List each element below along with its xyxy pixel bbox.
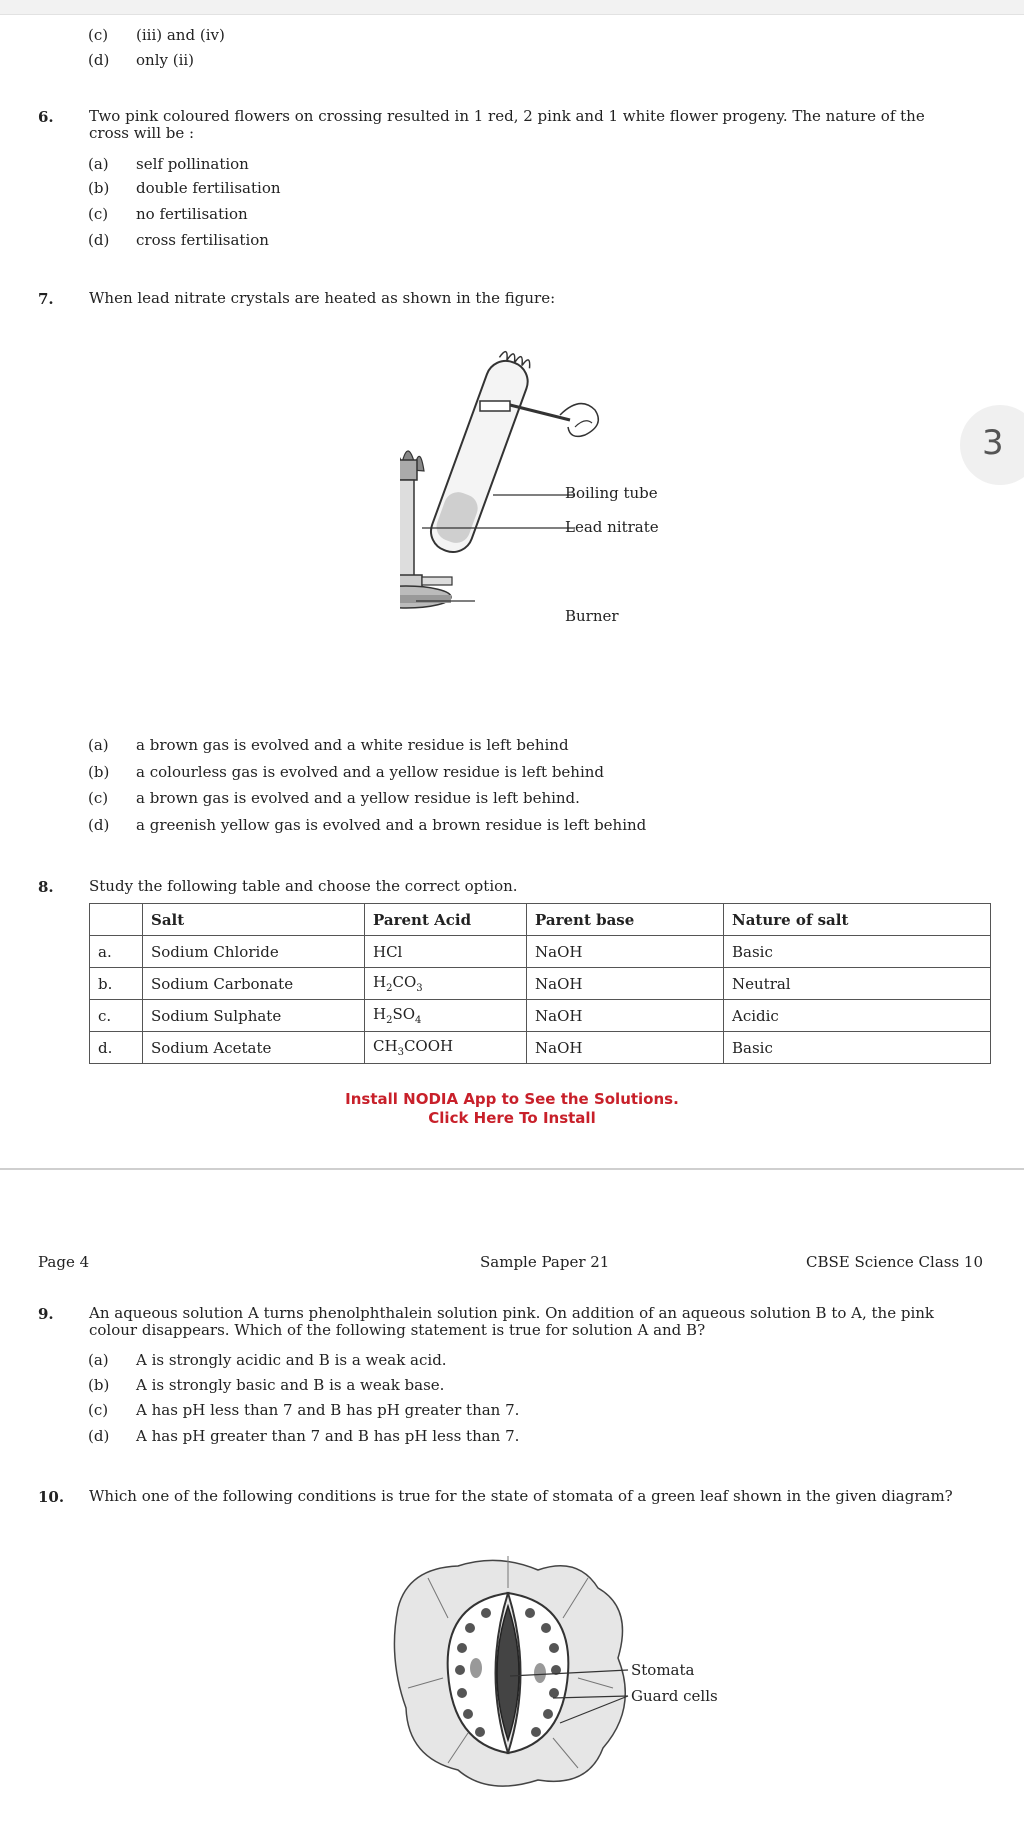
guard-cells-icon: [448, 1593, 569, 1753]
table-cell: Neutral: [724, 968, 991, 1000]
table-row: [90, 1032, 991, 1064]
table-header-row: [90, 904, 991, 936]
label-lead-nitrate: Lead nitrate: [565, 518, 659, 536]
q8-text: Study the following table and choose the correct option.: [89, 877, 518, 895]
label-stomata: Stomata: [631, 1661, 695, 1679]
q9-text-line1: An aqueous solution A turns phenolphthalein solution pink. On addition of an aqueous solution B to A, the pink: [89, 1304, 934, 1322]
subject-title: CBSE Science Class 10: [806, 1253, 984, 1271]
table-row: [90, 936, 991, 968]
q9-option-a: (a) A is strongly acidic and B is a weak acid.: [88, 1351, 447, 1369]
label-guard-cells: Guard cells: [631, 1687, 718, 1705]
table-cell: $H_2SO_4$: [365, 1000, 527, 1032]
table-cell: NaOH: [527, 1000, 724, 1032]
q9-option-d: (d) A has pH greater than 7 and B has pH less than 7.: [88, 1427, 520, 1445]
table-header-cell: Salt: [143, 904, 365, 936]
prev-option-d: (d) only (ii): [88, 51, 195, 69]
q9-option-c: (c) A has pH less than 7 and B has pH greater than 7.: [88, 1401, 520, 1419]
table-cell: c.: [90, 1000, 143, 1032]
table-row: [90, 1000, 991, 1032]
q8-number: 8.: [38, 878, 54, 896]
q7-option-b: (b) a colourless gas is evolved and a yellow residue is left behind: [88, 763, 605, 781]
q6-text-line2: cross will be :: [89, 124, 195, 142]
q6-text: [89, 108, 989, 142]
q7-number: 7.: [38, 290, 54, 308]
q7-option-d: (d) a greenish yellow gas is evolved and a brown residue is left behind: [88, 816, 647, 834]
q9-number: 9.: [38, 1305, 54, 1323]
q6-option-b: (b) double fertilisation: [88, 179, 281, 197]
q9-option-b: (b) A is strongly basic and B is a weak base.: [88, 1376, 445, 1394]
side-page-badge[interactable]: 3: [960, 405, 1024, 485]
q6-option-a: (a) self pollination: [88, 155, 249, 173]
table-header-cell: [90, 904, 143, 936]
table-cell: Sodium Acetate: [143, 1032, 365, 1064]
table-cell: Acidic: [724, 1000, 991, 1032]
q10-number: 10.: [38, 1488, 65, 1506]
q7-text: When lead nitrate crystals are heated as shown in the figure:: [89, 289, 556, 307]
table-cell: Basic: [724, 1032, 991, 1064]
table-cell: a.: [90, 936, 143, 968]
q6-text-line1: Two pink coloured flowers on crossing resulted in 1 red, 2 pink and 1 white flower progeny. The nature of the: [89, 107, 925, 125]
q6-option-d: (d) cross fertilisation: [88, 231, 269, 249]
table-header-cell: Parent Acid: [365, 904, 527, 936]
table-cell: Basic: [724, 936, 991, 968]
top-bar: [0, 0, 1024, 15]
table-cell: Sodium Sulphate: [143, 1000, 365, 1032]
table-cell: Sodium Chloride: [143, 936, 365, 968]
salt-table: [89, 903, 991, 1064]
table-cell: $H_2CO_3$: [365, 968, 527, 1000]
page-number: Page 4: [38, 1253, 90, 1271]
click-here-install-link[interactable]: Click Here To Install: [428, 1109, 596, 1127]
table-header-cell: Parent base: [527, 904, 724, 936]
q7-option-c: (c) a brown gas is evolved and a yellow residue is left behind.: [88, 789, 580, 807]
table-cell: NaOH: [527, 1032, 724, 1064]
lead-nitrate-heating-figure: [400, 335, 700, 730]
q7-option-a: (a) a brown gas is evolved and a white residue is left behind: [88, 736, 569, 754]
boiling-tube-icon: [425, 348, 536, 558]
table-row: [90, 968, 991, 1000]
q9-text: [89, 1305, 989, 1339]
paper-title: Sample Paper 21: [480, 1253, 610, 1271]
label-burner: Burner: [565, 607, 619, 625]
prev-option-c: (c) (iii) and (iv): [88, 26, 225, 44]
q10-text: Which one of the following conditions is true for the state of stomata of a green leaf shown in the given diagram?: [89, 1487, 953, 1505]
table-cell: NaOH: [527, 968, 724, 1000]
q9-text-line2: colour disappears. Which of the following statement is true for solution A and B?: [89, 1321, 706, 1339]
label-boiling-tube: Boiling tube: [565, 484, 658, 502]
install-app-link[interactable]: Install NODIA App to See the Solutions.: [345, 1090, 679, 1108]
table-cell: b.: [90, 968, 143, 1000]
table-cell: HCl: [365, 936, 527, 968]
table-header-cell: Nature of salt: [724, 904, 991, 936]
table-cell: NaOH: [527, 936, 724, 968]
page-divider: [0, 1168, 1024, 1170]
stomata-figure: [388, 1548, 718, 1798]
table-cell: $CH_3COOH$: [365, 1032, 527, 1064]
q6-number: 6.: [38, 108, 54, 126]
q6-option-c: (c) no fertilisation: [88, 205, 248, 223]
table-cell: d.: [90, 1032, 143, 1064]
table-cell: Sodium Carbonate: [143, 968, 365, 1000]
